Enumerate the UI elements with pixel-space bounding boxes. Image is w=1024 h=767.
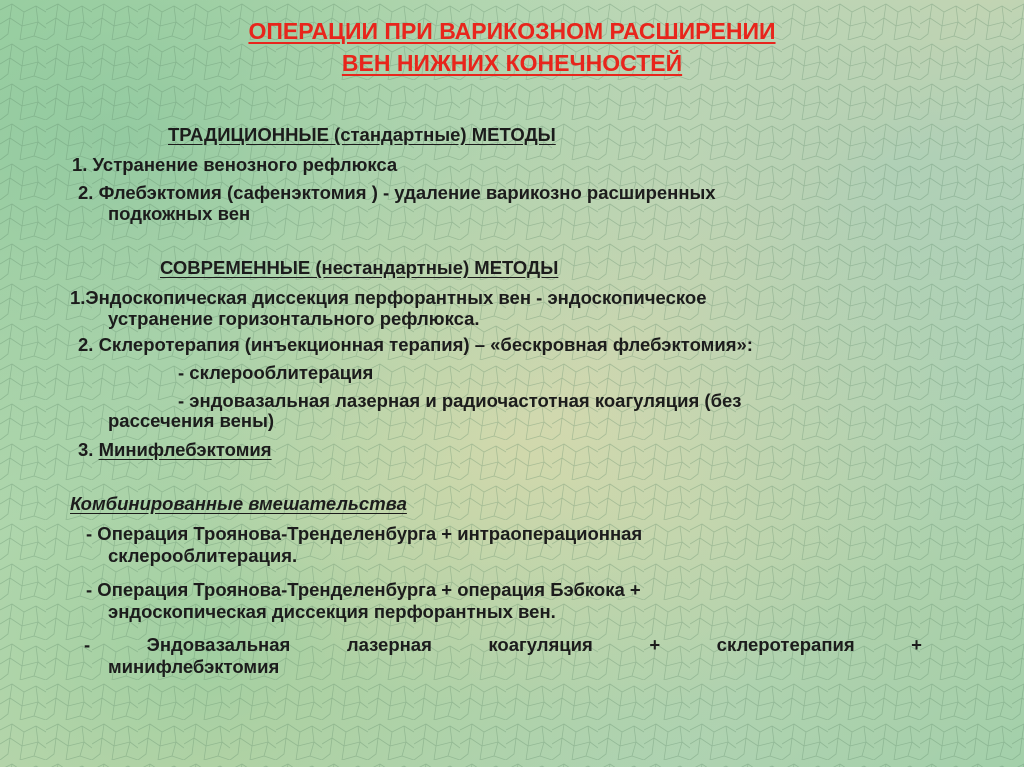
modern-sub-item-2-line-1: - эндовазальная лазерная и радиочастотная коагуляция (без	[178, 390, 742, 411]
combined-item-2-line-1: - Операция Троянова-Тренделенбурга + операция Бэбкока +	[86, 579, 641, 600]
modern-item-3	[78, 439, 272, 461]
modern-sub-item-1: - склерооблитерация	[178, 362, 374, 383]
traditional-methods-heading: ТРАДИЦИОННЫЕ (стандартные) МЕТОДЫ	[168, 124, 556, 145]
slide-title-line-1: ОПЕРАЦИИ ПРИ ВАРИКОЗНОМ РАСШИРЕНИИ	[248, 18, 776, 44]
combined-item-3-word: +	[649, 634, 661, 655]
combined-item-3-word: склеротерапия	[716, 634, 855, 655]
combined-item-3-word: +	[911, 634, 922, 655]
traditional-item-2-line-1: 2. Флебэктомия (сафенэктомия ) - удаление варикозно расширенных	[78, 182, 716, 203]
combined-item-3-word: коагуляция	[488, 634, 593, 655]
combined-interventions-heading: Комбинированные вмешательства	[70, 493, 407, 514]
combined-item-2-line-2: эндоскопическая диссекция перфорантных вен.	[108, 601, 556, 622]
combined-item-3-word: лазерная	[346, 634, 432, 655]
traditional-item-1: 1. Устранение венозного рефлюкса	[72, 154, 398, 175]
combined-item-1-line-2: склерооблитерация.	[108, 545, 298, 566]
modern-methods-heading: СОВРЕМЕННЫЕ (нестандартные) МЕТОДЫ	[160, 257, 559, 278]
combined-item-1-line-1: - Операция Троянова-Тренделенбурга + интраоперационная	[86, 523, 643, 544]
modern-sub-item-2-line-2: рассечения вены)	[108, 410, 275, 431]
combined-item-3-line-1	[84, 634, 922, 656]
traditional-item-2-line-2: подкожных вен	[108, 203, 251, 224]
modern-item-1-line-2: устранение горизонтального рефлюкса.	[108, 308, 480, 329]
slide-title-line-2: ВЕН НИЖНИХ КОНЕЧНОСТЕЙ	[341, 50, 683, 76]
combined-item-3-word: -	[84, 634, 91, 655]
modern-item-3-text: Минифлебэктомия	[98, 439, 272, 460]
modern-item-3-number: 3.	[78, 439, 99, 460]
modern-item-2: 2. Склеротерапия (инъекционная терапия) – «бескровная флебэктомия»:	[78, 334, 753, 355]
combined-item-3-word: Эндовазальная	[146, 634, 291, 655]
combined-item-3-line-2: минифлебэктомия	[108, 656, 280, 677]
modern-item-1-line-1: 1.Эндоскопическая диссекция перфорантных вен - эндоскопическое	[70, 287, 707, 308]
